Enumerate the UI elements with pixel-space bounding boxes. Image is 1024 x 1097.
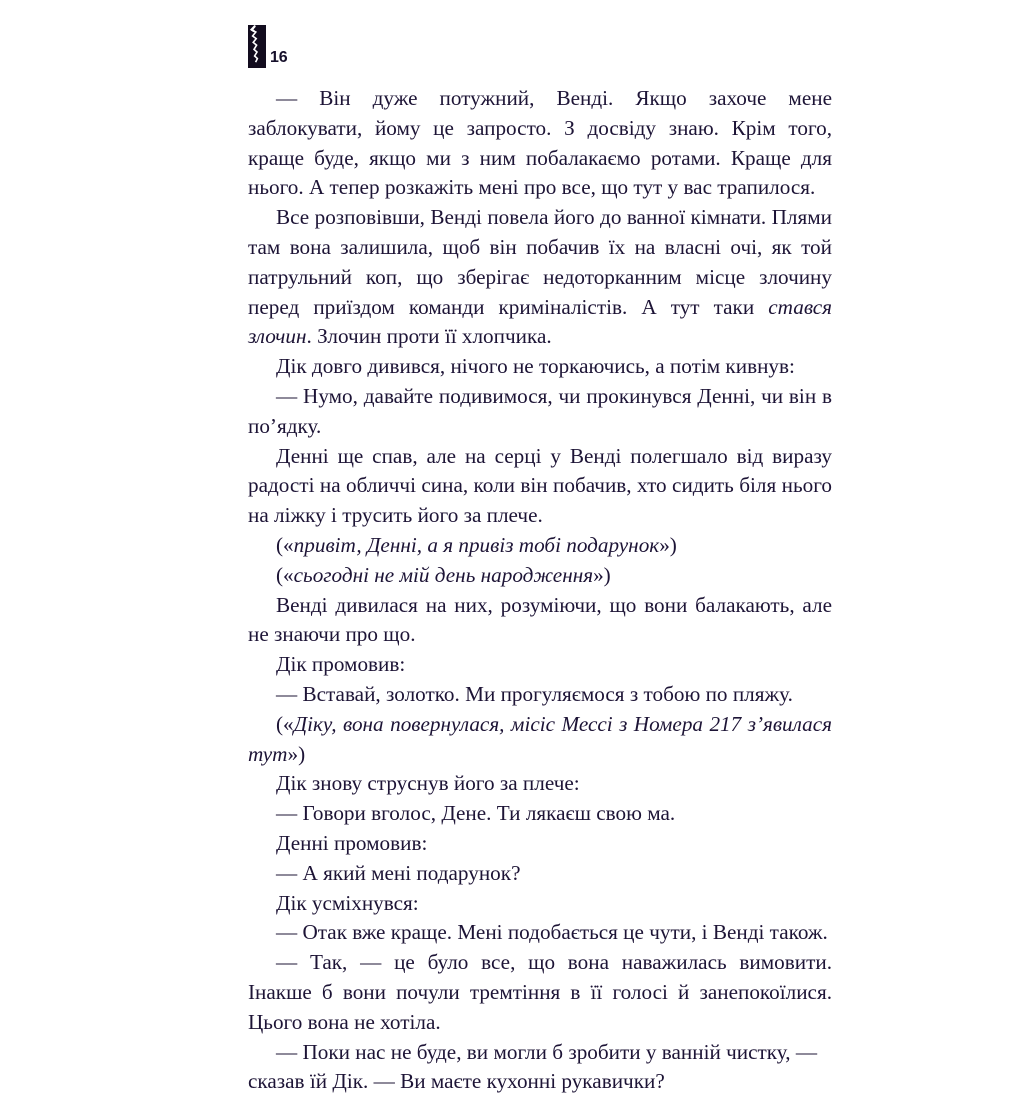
text-run: Все розповівши, Венді повела його до ванної кімнати. Плями там вона залишила, щоб він побачив їх на власні очі, як той патрульний коп, що зберігає недоторканним місце злочину перед приїздом команди криміналістів. А тут таки: [248, 205, 832, 318]
text-run: Дік усміхнувся:: [276, 891, 419, 915]
paragraph: [248, 799, 832, 829]
page-folio: [248, 22, 287, 68]
paragraph: [248, 889, 832, 919]
text-run: — Нумо, давайте подивимося, чи прокинувся Денні, чи він в по’ядку.: [248, 384, 832, 438]
text-run: Дік промовив:: [276, 652, 405, 676]
paragraph: [248, 948, 832, 1037]
text-run: Венді дивилася на них, розуміючи, що вони балакають, але не знаючи про що.: [248, 593, 832, 647]
paragraph: [248, 1038, 832, 1097]
paragraph: [248, 591, 832, 651]
text-run: — А який мені подарунок?: [276, 861, 520, 885]
text-run: »): [593, 563, 611, 587]
text-run: »): [287, 742, 305, 766]
italic-run: стався злочин: [248, 295, 832, 349]
text-run: («: [276, 563, 294, 587]
italic-run: Діку, вона повернулася, місіс Мессі з Номера 217 з’явилася тут: [248, 712, 832, 766]
paragraph: [248, 859, 832, 889]
paragraph: [248, 531, 832, 561]
paragraph: [248, 352, 832, 382]
paragraph: [248, 710, 832, 770]
text-run: Денні промовив:: [276, 831, 427, 855]
paragraph: [248, 769, 832, 799]
paragraph: [248, 561, 832, 591]
text-run: Денні ще спав, але на серці у Венді полегшало від виразу радості на обличчі сина, коли він побачив, хто сидить біля нього на ліжку і трусить його за плече.: [248, 444, 832, 528]
paragraph: [248, 442, 832, 531]
paragraph: [248, 918, 832, 948]
text-run: — Він дуже потужний, Венді. Якщо захоче мене заблокувати, йому це запросто. З досвіду знаю. Крім того, краще буде, якщо ми з ним побалакаємо ротами. Краще для нього. А тепер розкажіть мені про все, що тут у вас трапилося.: [248, 86, 832, 199]
text-run: — Так, — це було все, що вона наважилась вимовити. Інакше б вони почули тремтіння в її голосі й занепокоїлися. Цього вона не хотіла.: [248, 950, 832, 1034]
text-run: Дік довго дивився, нічого не торкаючись, а потім кивнув:: [276, 354, 795, 378]
body-text-column: [248, 84, 832, 1097]
paragraph: [248, 382, 832, 442]
paragraph: [248, 203, 832, 352]
text-run: («: [276, 533, 294, 557]
paragraph: [248, 650, 832, 680]
text-run: — Отак вже краще. Мені подобається це чути, і Венді також.: [276, 920, 828, 944]
text-run: — Поки нас не буде, ви могли б зробити у ванній чистку, — сказав їй Дік. — Ви маєте кухонні рукавички?: [248, 1040, 817, 1094]
italic-run: привіт, Денні, а я привіз тобі подарунок: [294, 533, 660, 557]
text-run: — Говори вголос, Дене. Ти лякаєш свою ма.: [276, 801, 675, 825]
lightning-crack-ornament-icon: [248, 25, 266, 68]
paragraph: [248, 829, 832, 859]
paragraph: [248, 84, 832, 203]
paragraph: [248, 680, 832, 710]
text-run: »): [659, 533, 677, 557]
italic-run: сьогодні не мій день народження: [294, 563, 593, 587]
text-run: («: [276, 712, 294, 736]
text-run: . Злочин проти її хлопчика.: [307, 324, 552, 348]
text-run: Дік знову струснув його за плече:: [276, 771, 580, 795]
page-number: 16: [270, 50, 287, 68]
text-run: — Вставай, золотко. Ми прогуляємося з тобою по пляжу.: [276, 682, 793, 706]
